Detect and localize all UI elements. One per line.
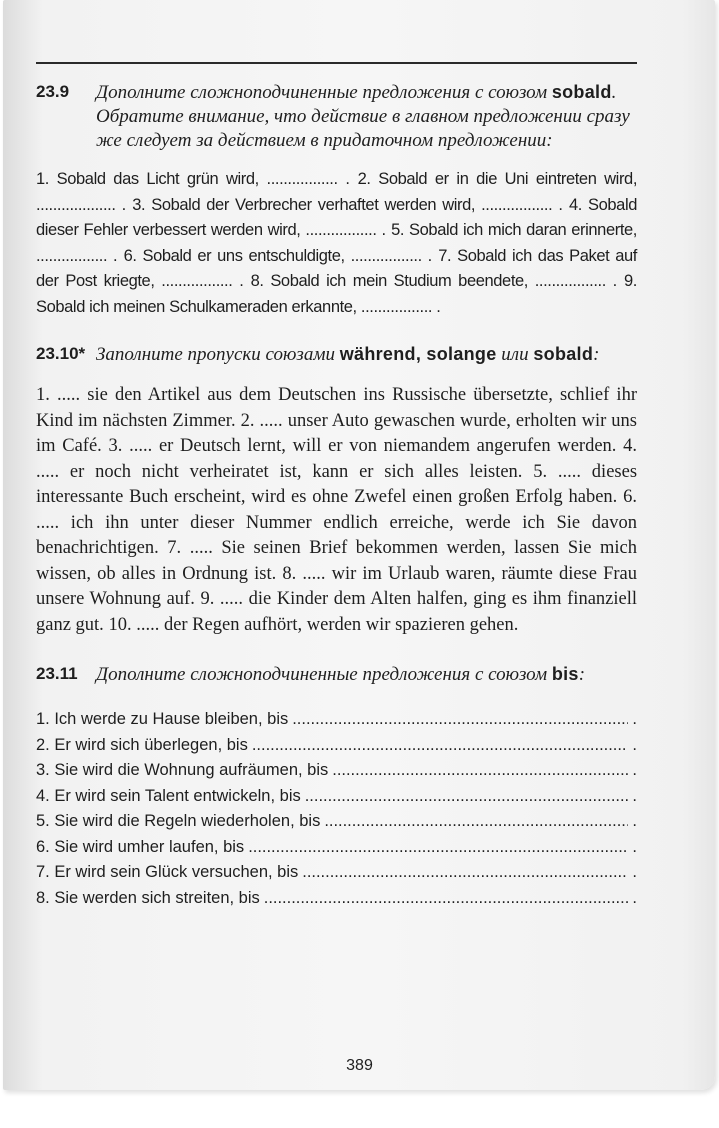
list-item: [36, 707, 637, 733]
sentence: 5. Sobald ich mich daran erinnerte, ................. .: [36, 221, 637, 265]
item-text: 6. Sie wird umher laufen, bis: [36, 837, 245, 856]
sentence: 2. Sobald er in die Uni eintreten wird, ................... .: [36, 170, 638, 214]
exercise-body: [36, 707, 637, 911]
page-content: [36, 70, 637, 911]
blank-line: [332, 758, 628, 784]
item-end: .: [632, 837, 637, 856]
exercise-number: 23.10*: [36, 344, 86, 363]
blank-line: [264, 886, 629, 912]
list-item: [36, 860, 637, 886]
item-end: .: [632, 888, 637, 907]
sentence: 1. ..... sie den Artikel aus dem Deutschen ins Russische übersetzte, schlief ihr Kind im nächsten Zimmer.: [36, 385, 637, 431]
blank-line: [292, 707, 628, 733]
keyword: bis: [551, 664, 579, 684]
sentence: 3. ..... er Deutsch lernt, will er von niemandem angerufen werden.: [108, 436, 617, 456]
sentence: 8. ..... wir im Urlaub waren, räumte diese Frau unsere Wohnung auf.: [36, 563, 637, 609]
instruction-text: Дополните сложноподчиненные предложения с союзом: [96, 664, 548, 685]
instruction-text: . Обратите внимание, что действие в главном предложении сразу же следует за действием в придаточном предложении:: [96, 82, 630, 151]
sentence: 3. Sobald der Verbrecher verhaftet werden wird, ................. .: [132, 195, 563, 214]
exercise-body: [36, 383, 637, 638]
sentence: 10. ..... der Regen aufhört, werden wir spazieren gehen.: [108, 614, 519, 635]
exercise-23-10: [36, 342, 637, 638]
item-end: .: [632, 761, 637, 779]
sentence: 4. Sobald dieser Fehler verbessert werden wird, ................. .: [36, 195, 637, 239]
blank-line: [252, 733, 629, 759]
sentence: 8. Sobald ich mein Studium beendete, ................. .: [250, 272, 617, 290]
exercise-number: 23.9: [36, 82, 70, 101]
sentence: 7. ..... Sie seinen Brief bekommen werden, lassen Sie mich wissen, ob alles in Ordnung ist.: [36, 538, 638, 584]
exercise-23-11: [36, 662, 637, 911]
item-text: 7. Er wird sein Glück versuchen, bis: [36, 863, 299, 881]
item-text: 5. Sie wird die Regeln wiederholen, bis: [36, 812, 321, 830]
exercise-instruction: [96, 342, 637, 367]
instruction-text: или: [501, 344, 529, 365]
instruction-text: :: [593, 344, 600, 365]
exercise-number: 23.11: [36, 664, 78, 683]
instruction-text: Дополните сложноподчиненные предложения с союзом: [96, 82, 548, 103]
sentence: 5. ..... dieses interessante Buch erscheint, wird es ohne Zwefel einen großen Erfolg haben.: [36, 461, 638, 507]
exercise-header: [36, 342, 637, 367]
blank-line: [324, 809, 628, 835]
instruction-text: :: [578, 664, 586, 685]
exercise-header: [36, 662, 637, 687]
keyword: sobald: [551, 82, 612, 102]
item-end: .: [632, 863, 637, 881]
exercise-instruction: [96, 662, 637, 687]
blank-line: [302, 860, 628, 886]
keywords: während, solange: [339, 344, 497, 364]
item-text: 4. Er wird sein Talent entwickeln, bis: [36, 786, 301, 805]
sentence: 2. ..... unser Auto gewaschen wurde, erholten wir uns im Café.: [36, 410, 637, 456]
book-page: [3, 0, 715, 1090]
sentence: 1. Sobald das Licht grün wird, ................. .: [36, 170, 350, 188]
exercise-header: [36, 80, 637, 153]
list-item: [36, 733, 637, 759]
exercise-instruction: [96, 80, 637, 153]
list-item: [36, 835, 637, 861]
list-item: [36, 784, 637, 810]
page-number: 389: [346, 1057, 373, 1074]
sentence: 6. ..... ich ihn unter dieser Nummer endlich erreiche, werde ich Sie davon benachrichtigen.: [36, 487, 638, 558]
item-end: .: [632, 735, 637, 754]
sentence: 9. ..... die Kinder dem Alten halfen, ging es ihm finanziell ganz gut.: [36, 589, 638, 635]
list-item: [36, 886, 637, 912]
list-item: [36, 758, 637, 784]
item-end: .: [632, 710, 637, 728]
sentence: 9. Sobald ich meinen Schulkameraden erkannte, ................. .: [36, 272, 637, 316]
item-text: 3. Sie wird die Wohnung aufräumen, bis: [36, 761, 329, 779]
keyword: sobald: [533, 344, 594, 364]
item-text: 8. Sie werden sich streiten, bis: [36, 888, 260, 907]
instruction-text: Заполните пропуски союзами: [96, 344, 335, 365]
blank-line: [305, 784, 629, 810]
header-rule: [36, 62, 637, 64]
item-text: 1. Ich werde zu Hause bleiben, bis: [36, 710, 289, 728]
list-item: [36, 809, 637, 835]
item-text: 2. Er wird sich überlegen, bis: [36, 735, 248, 754]
sentence: 6. Sobald er uns entschuldigte, ................. .: [123, 246, 432, 265]
blank-line: [248, 835, 628, 861]
exercise-body: [36, 167, 637, 320]
exercise-23-9: [36, 80, 637, 320]
sentence: 7. Sobald ich das Paket auf der Post kriegte, ................. .: [36, 246, 637, 290]
sentence: 4. ..... er noch nicht verheiratet ist, kann er sich alles leisten.: [36, 436, 638, 482]
item-end: .: [632, 786, 637, 805]
item-end: .: [632, 812, 637, 830]
